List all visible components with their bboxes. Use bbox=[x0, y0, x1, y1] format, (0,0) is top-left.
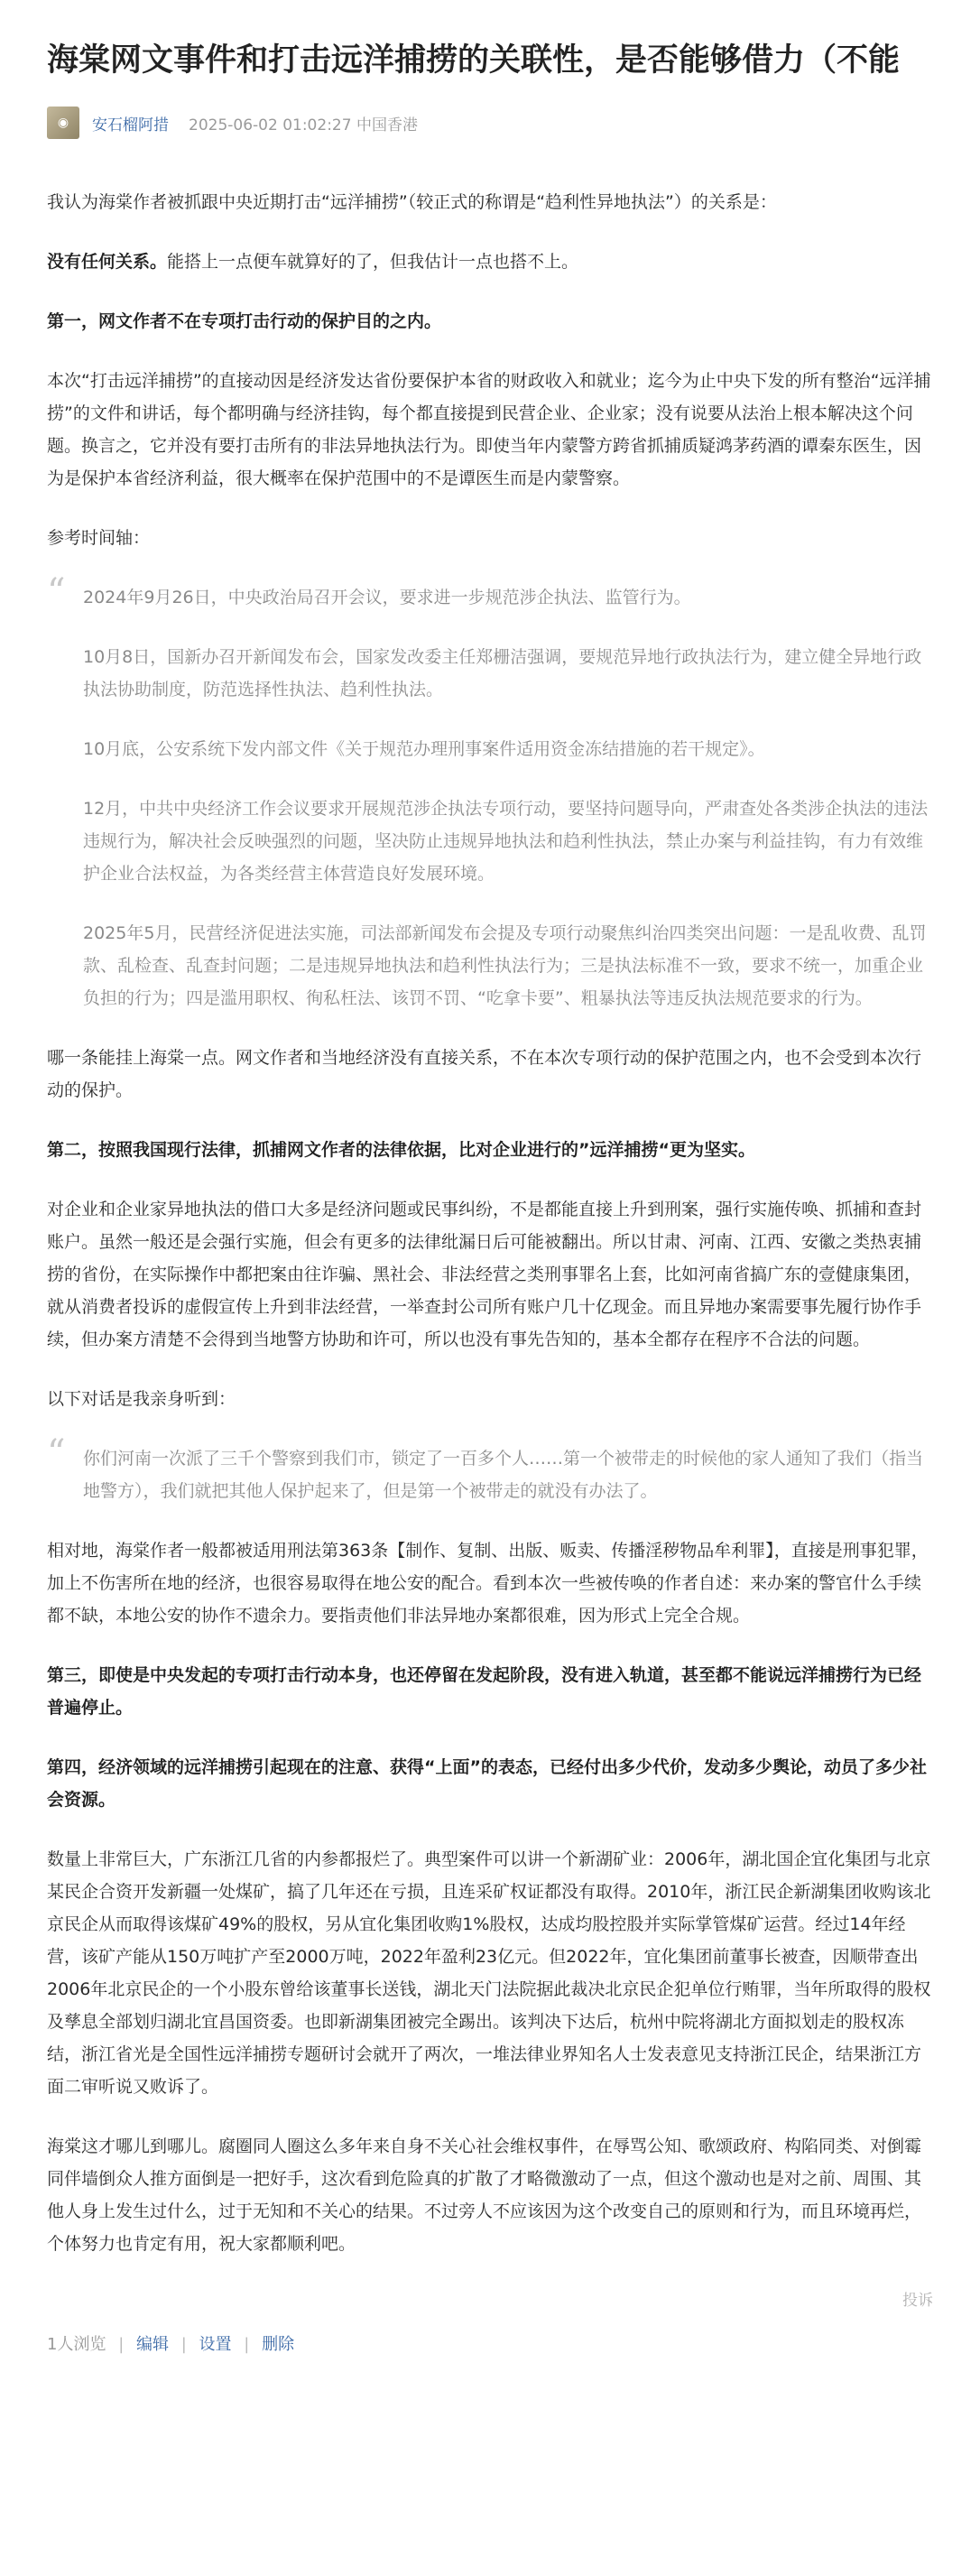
view-count: 1人浏览 bbox=[47, 2335, 106, 2354]
quote-item: 12月，中共中央经济工作会议要求开展规范涉企执法专项行动，要坚持问题导向，严肃查处各类涉企执法的违法违规行为，解决社会反映强烈的问题，坚决防止违规异地执法和趋利性执法，禁止办案与利益挂钩，有力有效维护企业合法权益，为各类经营主体营造良好发展环境。 bbox=[83, 799, 929, 884]
blockquote-dialogue bbox=[47, 1432, 933, 1507]
delete-link[interactable]: 删除 bbox=[262, 2335, 295, 2354]
quote-item: 10月8日，国新办召开新闻发布会，国家发改委主任郑栅洁强调，要规范异地行政执法行为，建立健全异地行政执法协助制度，防范选择性执法、趋利性执法。 bbox=[83, 647, 922, 700]
paragraph: 我认为海棠作者被抓跟中央近期打击“远洋捕捞”（较正式的称谓是“趋利性异地执法”）的关系是： bbox=[47, 192, 777, 212]
paragraph: 以下对话是我亲身听到： bbox=[47, 1389, 236, 1409]
paragraph: 参考时间轴： bbox=[47, 528, 151, 548]
section-heading: 第四，经济领域的远洋捕捞引起现在的注意、获得“上面”的表态，已经付出多少代价，发动多少舆论，动员了多少社会资源。 bbox=[47, 1757, 927, 1810]
quote-item: 10月底，公安系统下发内部文件《关于规范办理刑事案件适用资金冻结措施的若干规定》。 bbox=[83, 739, 765, 759]
quote-item: 2025年5月，民营经济促进法实施，司法部新闻发布会提及专项行动聚焦纠治四类突出问题：一是乱收费、乱罚款、乱检查、乱查封问题；二是违规异地执法和趋利性执法行为；三是执法标准不一致，要求不统一，加重企业负担的行为；四是滥用职权、徇私枉法、该罚不罚、“吃拿卡要”、粗暴执法等违反执法规范要求的行为。 bbox=[83, 923, 927, 1008]
article-body bbox=[47, 186, 933, 2260]
divider: | bbox=[118, 2335, 125, 2354]
divider: | bbox=[244, 2335, 250, 2354]
edit-link[interactable]: 编辑 bbox=[136, 2335, 169, 2354]
report-link[interactable]: 投诉 bbox=[902, 2292, 933, 2310]
quote-item: 你们河南一次派了三千个警察到我们市，锁定了一百多个人……第一个被带走的时候他的家人通知了我们（指当地警方），我们就把其他人保护起来了，但是第一个被带走的就没有办法了。 bbox=[83, 1449, 924, 1501]
article-meta bbox=[47, 107, 933, 139]
page-title: 海棠网文事件和打击远洋捕捞的关联性，是否能够借力（不能 bbox=[47, 42, 901, 79]
quote-mark-icon: “ bbox=[47, 1432, 66, 1474]
section-heading: 第二，按照我国现行法律，抓捕网文作者的法律依据，比对企业进行的”远洋捕捞“更为坚实。 bbox=[47, 1140, 755, 1160]
article-footer bbox=[47, 2331, 933, 2355]
quote-item: 2024年9月26日，中央政治局召开会议，要求进一步规范涉企执法、监管行为。 bbox=[83, 588, 691, 607]
section-heading: 第一，网文作者不在专项打击行动的保护目的之内。 bbox=[47, 311, 442, 331]
quote-mark-icon: “ bbox=[47, 571, 66, 613]
settings-link[interactable]: 设置 bbox=[199, 2335, 232, 2354]
author-link[interactable]: 安石榴阿措 bbox=[92, 116, 169, 134]
timestamp: 2025-06-02 01:02:27 中国香港 bbox=[189, 116, 418, 134]
avatar-icon: ◉ bbox=[57, 116, 69, 130]
paragraph: 哪一条能挂上海棠一点。网文作者和当地经济没有直接关系，不在本次专项行动的保护范围之内，也不会受到本次行动的保护。 bbox=[47, 1048, 922, 1100]
section-heading: 第三，即使是中央发起的专项打击行动本身，也还停留在发起阶段，没有进入轨道，甚至都不能说远洋捕捞行为已经普遍停止。 bbox=[47, 1665, 922, 1718]
divider: | bbox=[180, 2335, 187, 2354]
avatar[interactable] bbox=[47, 107, 79, 139]
paragraph: 相对地，海棠作者一般都被适用刑法第363条【制作、复制、出版、贩卖、传播淫秽物品牟利罪】，直接是刑事犯罪，加上不伤害所在地的经济，也很容易取得在地公安的配合。看到本次一些被传唤的作者自述：来办案的警官什么手续都不缺，本地公安的协作不遗余力。要指责他们非法异地办案都很难，因为形式上完全合规。 bbox=[47, 1541, 929, 1626]
paragraph: 对企业和企业家异地执法的借口大多是经济问题或民事纠纷，不是都能直接上升到刑案，强行实施传唤、抓捕和查封账户。虽然一般还是会强行实施，但会有更多的法律纰漏日后可能被翻出。所以甘肃、河南、江西、安徽之类热衷捕捞的省份，在实际操作中都把案由往诈骗、黑社会、非法经营之类刑事罪名上套，比如河南省搞广东的壹健康集团，就从消费者投诉的虚假宣传上升到非法经营，一举查封公司所有账户几十亿现金。而且异地办案需要事先履行协作手续，但办案方清楚不会得到当地警方协助和许可，所以也没有事先告知的，基本全都存在程序不合法的问题。 bbox=[47, 1200, 922, 1349]
paragraph: 本次“打击远洋捕捞”的直接动因是经济发达省份要保护本省的财政收入和就业；迄今为止中央下发的所有整治“远洋捕捞”的文件和讲话，每个都明确与经济挂钩，每个都直接提到民营企业、企业家；没有说要从法治上根本解决这个问题。换言之，它并没有要打击所有的非法异地执法行为。即使当年内蒙警方跨省抓捕质疑鸿茅药酒的谭秦东医生，因为是保护本省经济利益，很大概率在保护范围中的不是谭医生而是内蒙警察。 bbox=[47, 371, 931, 488]
paragraph: 没有任何关系。能搭上一点便车就算好的了，但我估计一点也搭不上。 bbox=[47, 252, 579, 272]
paragraph: 海棠这才哪儿到哪儿。腐圈同人圈这么多年来自身不关心社会维权事件，在辱骂公知、歌颂政府、构陷同类、对倒霉同伴墙倒众人推方面倒是一把好手，这次看到危险真的扩散了才略微激动了一点，但这个激动也是对之前、周围、其他人身上发生过什么，过于无知和不关心的结果。不过旁人不应该因为这个改变自己的原则和行为，而且环境再烂，个体努力也肯定有用，祝大家都顺利吧。 bbox=[47, 2136, 922, 2254]
paragraph: 数量上非常巨大，广东浙江几省的内参都报烂了。典型案件可以讲一个新湖矿业：2006年，湖北国企宜化集团与北京某民企合资开发新疆一处煤矿，搞了几年还在亏损，且连采矿权证都没有取得。2010年，浙江民企新湖集团收购该北京民企从而取得该煤矿49%的股权，另从宜化集团收购1%股权，达成均股控股并实际掌管煤矿运营。经过14年经营，该矿产能从150万吨扩产至2000万吨，2022年盈利23亿元。但2022年，宜化集团前董事长被查，因顺带查出2006年北京民企的一个小股东曾给该董事长送钱，湖北天门法院据此裁决北京民企犯单位行贿罪，当年所取得的股权及孳息全部划归湖北宜昌国资委。也即新湖集团被完全踢出。该判决下达后，杭州中院将湖北方面拟划走的股权冻结，浙江省光是全国性远洋捕捞专题研讨会就开了两次，一堆法律业界知名人士发表意见支持浙江民企，结果浙江方面二审听说又败诉了。 bbox=[47, 1849, 931, 2097]
blockquote-timeline bbox=[47, 571, 933, 1015]
